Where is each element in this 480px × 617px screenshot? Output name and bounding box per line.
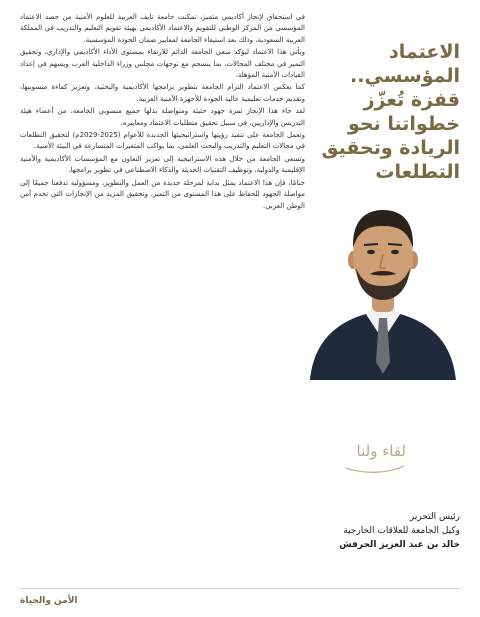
- title-line: الاعتماد: [388, 41, 460, 63]
- title-line: المؤسسي..: [350, 65, 460, 87]
- author-block: [310, 510, 460, 552]
- title-line: قفزة تُعزّز: [363, 89, 460, 111]
- footer-divider: [20, 588, 460, 589]
- author-name: خالد بن عبد العزيز الحرفش: [339, 540, 460, 550]
- section-logo: [340, 438, 410, 478]
- article-paragraph: كما يعكس الاعتماد التزام الجامعة بتطوير برامجها الأكاديمية والبحثية، وتعزيز كفاءة منسوبيها، وتقديم خدمات تعليمية عالية الجودة للأجهزة الأمنية العربية.: [20, 83, 305, 103]
- article-paragraph: ختامًا، فإن هذا الاعتماد يمثل بداية لمرحلة جديدة من العمل والتطوير، ومسؤولية تدفعنا جميعًا إلى مواصلة الجهود للحفاظ على هذا المستوى من التميز، وتحقيق المزيد من الإنجازات التي تخدم أمن الوطن العربي.: [20, 178, 305, 210]
- logo-mark: [340, 438, 410, 478]
- article-body: [20, 12, 305, 578]
- author-position: وكيل الجامعة للعلاقات الخارجية: [343, 526, 460, 536]
- author-photo: [308, 190, 458, 380]
- article-title: [310, 40, 460, 184]
- article-paragraph: وتسعى الجامعة من خلال هذه الاستراتيجية إلى تعزيز التعاون مع المؤسسات الأكاديمية والأمنية الإقليمية والدولية، وتوظيف التقنيات الحديثة والذكاء الاصطناعي في تطوير برامجها.: [20, 154, 305, 175]
- author-role: رئيس التحرير: [409, 512, 460, 522]
- article-paragraph: ويأتي هذا الاعتماد ليؤكد سعي الجامعة الدائم للارتقاء بمستوى الأداء الأكاديمي والإداري، وتحقيق التميز في مختلف المجالات، بما ينسجم مع توجهات مجلس وزراء الداخلية العرب ويسهم في إعداد القيادات الأمنية المؤهلة.: [20, 48, 305, 80]
- title-line: الريادة وتحقيق: [321, 137, 460, 159]
- title-line: التطلعات: [375, 161, 460, 183]
- footer-section-label: الأمن والحياة: [20, 596, 78, 606]
- portrait-illustration: [308, 190, 458, 380]
- article-paragraph: في استحقاق لإنجاز أكاديمي متميز، تمكنت جامعة نايف العربية للعلوم الأمنية من حصد الاعتماد المؤسسي من المركز الوطني للتقويم والاعتماد الأكاديمي بهيئة تقويم التعليم والتدريب في المملكة العربية السعودية، وذلك بعد استيفاء الجامعة لمعايير ضمان الجودة المؤسسية.: [20, 13, 305, 44]
- title-line: خطواتنا نحو: [347, 113, 460, 135]
- article-paragraph: وتعمل الجامعة على تنفيذ رؤيتها واستراتيجيتها الجديدة للأعوام (2025-2029م) لتحقيق التطلعات في مجالات التعليم والتدريب والبحث العلمي، بما يواكب المتغيرات المتسارعة في البيئة الأمنية.: [20, 131, 305, 151]
- logo-text: لقاء ولنا: [356, 442, 406, 460]
- article-paragraph: لقد جاء هذا الإنجاز ثمرة جهود حثيثة ومتواصلة بذلها جميع منسوبي الجامعة، من أعضاء هيئة التدريس والإداريين، في سبيل تحقيق متطلبات الاعتماد ومعاييره.: [20, 107, 305, 127]
